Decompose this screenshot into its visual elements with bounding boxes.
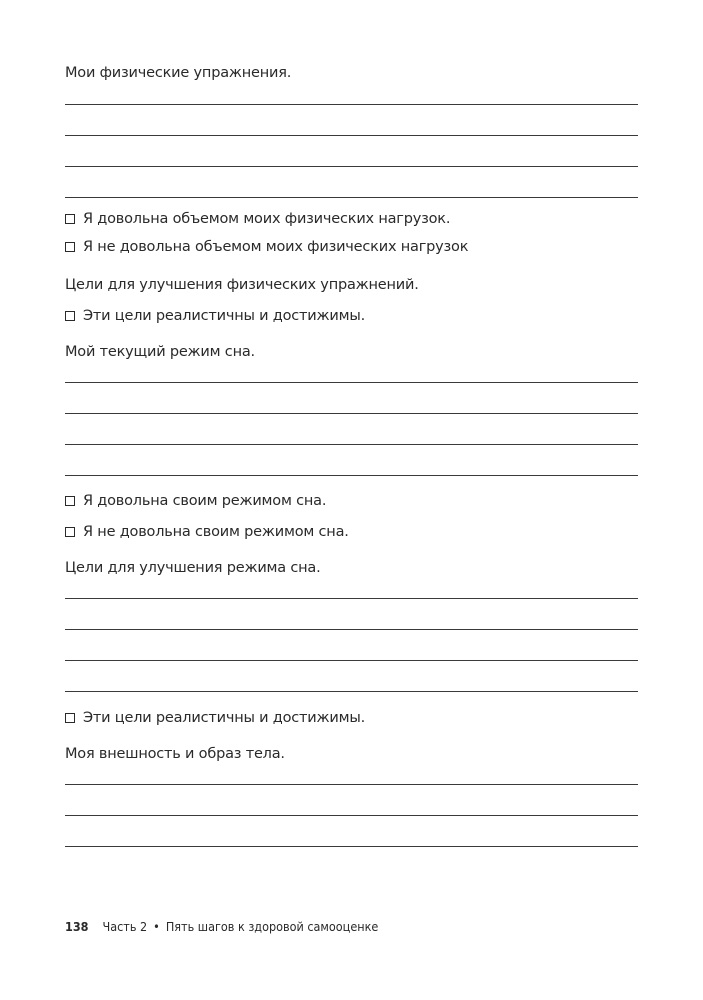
- writing-line[interactable]: [65, 382, 638, 383]
- writing-line[interactable]: [65, 598, 638, 599]
- writing-line[interactable]: [65, 846, 638, 847]
- page-number: 138: [65, 919, 89, 934]
- checkbox[interactable]: [65, 311, 75, 321]
- writing-line[interactable]: [65, 475, 638, 476]
- sleep-goals-realistic-option[interactable]: [65, 709, 365, 727]
- writing-line[interactable]: [65, 104, 638, 105]
- checkbox[interactable]: [65, 242, 75, 252]
- checkbox[interactable]: [65, 713, 75, 723]
- option-label: Я не довольна объемом моих физических нагрузок: [83, 239, 469, 255]
- sleep-goals-heading: Цели для улучшения режима сна.: [65, 560, 321, 576]
- writing-line[interactable]: [65, 691, 638, 692]
- option-label: Я довольна объемом моих физических нагрузок.: [83, 211, 451, 227]
- exercise-goals-heading: Цели для улучшения физических упражнений.: [65, 277, 419, 293]
- footer-chapter: Пять шагов к здоровой самооценке: [165, 919, 379, 934]
- writing-line[interactable]: [65, 197, 638, 198]
- sleep-not-satisfied-option[interactable]: [65, 523, 349, 541]
- checkbox[interactable]: [65, 214, 75, 224]
- option-label: Я довольна своим режимом сна.: [83, 493, 327, 509]
- writing-line[interactable]: [65, 166, 638, 167]
- writing-line[interactable]: [65, 629, 638, 630]
- exercise-not-satisfied-option[interactable]: [65, 238, 468, 256]
- option-label: Я не довольна своим режимом сна.: [83, 524, 349, 540]
- exercise-goals-realistic-option[interactable]: [65, 307, 365, 325]
- writing-line[interactable]: [65, 660, 638, 661]
- checkbox[interactable]: [65, 496, 75, 506]
- appearance-heading: Моя внешность и образ тела.: [65, 746, 285, 762]
- writing-line[interactable]: [65, 135, 638, 136]
- sleep-heading: Мой текущий режим сна.: [65, 344, 255, 360]
- exercise-satisfied-option[interactable]: [65, 210, 450, 228]
- writing-line[interactable]: [65, 444, 638, 445]
- writing-line[interactable]: [65, 784, 638, 785]
- writing-line[interactable]: [65, 815, 638, 816]
- option-label: Эти цели реалистичны и достижимы.: [83, 710, 365, 726]
- footer-part: Часть 2: [102, 919, 148, 934]
- writing-line[interactable]: [65, 413, 638, 414]
- checkbox[interactable]: [65, 527, 75, 537]
- sleep-satisfied-option[interactable]: [65, 492, 326, 510]
- option-label: Эти цели реалистичны и достижимы.: [83, 308, 365, 324]
- footer-bullet: •: [153, 919, 160, 934]
- page-footer: [65, 919, 378, 934]
- exercise-heading: Мои физические упражнения.: [65, 65, 292, 81]
